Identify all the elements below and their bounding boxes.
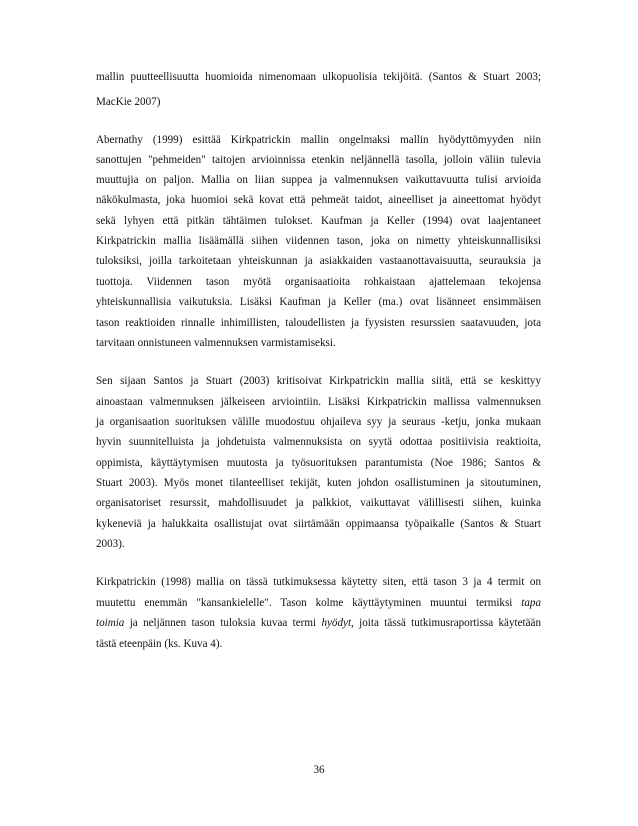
- paragraph-3-line-5: oppimista, käyttäytymisen muutosta ja työsuorituksen parantumista (Noe 1986; Santos &: [96, 457, 541, 469]
- paragraph-3-line-7: organisatoriset resurssit, mahdollisuudet ja palkkiot, vaikuttavat välillisesti siihen, kuinka: [96, 497, 541, 509]
- paragraph-3-line-8: kykeneviä ja halukkaita osallistujat ovat siirtämään oppimaansa työpaikalle (Santos & Stuart: [96, 518, 541, 530]
- paragraph-3-line-1: Sen sijaan Santos ja Stuart (2003) kritisoivat Kirkpatrickin mallia siitä, että se keskittyy: [96, 375, 541, 387]
- paragraph-4-line-4: tästä eteenpäin (ks. Kuva 4).: [96, 638, 223, 650]
- paragraph-2-line-10: tason reaktioiden rinnalle inhimillisten, taloudellisten ja fyysisten resurssien saatavuuden, jota: [96, 317, 541, 329]
- paragraph-2-line-11: tarvitaan onnistuneen valmennuksen varmistamiseksi.: [96, 337, 336, 349]
- paragraph-2-line-2: sanottujen "pehmeiden" taitojen arvioinnissa etenkin neljännellä tasolla, jolloin väliin tulevia: [96, 154, 541, 166]
- paragraph-2-line-7: tuloksiksi, joilla tarkoitetaan yhteiskunnan ja asiakkaiden vastaanottavaisuutta, seurauksia ja: [96, 255, 541, 267]
- paragraph-3-line-4: hyvin suunnitelluista ja johdetuista valmennuksista on syytä odottaa positiivisia reaktioita,: [96, 436, 541, 448]
- paragraph-1-line-1: mallin puutteellisuutta huomioida nimenomaan ulkopuolisia tekijöitä. (Santos & Stuart 2003;: [96, 71, 541, 83]
- paragraph-2-line-3: muuttujia on paljon. Mallia on liian suppea ja valmennuksen vaikuttavuutta tulisi arvioida: [96, 174, 541, 186]
- paragraph-2-line-1: Abernathy (1999) esittää Kirkpatrickin mallin ongelmaksi mallin hyödyttömyyden niin: [96, 134, 541, 146]
- paragraph-2-line-4: näkökulmasta, joka huomioi sekä kovat että pehmeät taidot, aineelliset ja aineettomat hyödyt: [96, 194, 541, 206]
- italic-term-hyodyt: hyödyt: [321, 617, 352, 629]
- paragraph-1-line-2: MacKie 2007): [96, 96, 161, 108]
- paragraph-4-line-1: Kirkpatrickin (1998) mallia on tässä tutkimuksessa käytetty siten, että tason 3 ja 4 termit on: [96, 576, 541, 588]
- paragraph-2-line-6: Kirkpatrickin mallia lisäämällä siihen viidennen tason, joka on nimetty yhteiskunnallisiksi: [96, 235, 541, 247]
- paragraph-4-line-2-text: muutettu enemmän "kansankielelle". Tason kolme käyttäytyminen muuntui termiksi: [96, 597, 522, 609]
- paragraph-2-line-9: yhteiskunnallisia vaikutuksia. Lisäksi Kaufman ja Keller (ma.) ovat lisänneet ensimmäisen: [96, 296, 541, 308]
- paragraph-2-line-5: sekä lyhyen että pitkän tähtäimen tulokset. Kaufman ja Keller (1994) ovat laajentaneet: [96, 215, 541, 227]
- italic-term-tapa: tapa: [521, 597, 541, 609]
- paragraph-3-line-2: ainoastaan valmennuksen jälkeiseen arviointiin. Lisäksi Kirkpatrickin mallissa valmennuksen: [96, 396, 541, 408]
- page-number: 36: [313, 764, 325, 776]
- paragraph-4-line-2: [96, 596, 541, 610]
- paragraph-3-line-6: Stuart 2003). Myös monet tilanteelliset tekijät, kuten johdon osallistuminen ja sitoutuminen,: [96, 477, 541, 489]
- paragraph-3-line-3: ja organisaation suorituksen välille muodostuu ohjaileva syy ja seuraus -ketju, jonka mukaan: [96, 416, 541, 428]
- paragraph-4-line-3-text-a: ja neljännen tason tuloksia kuvaa termi: [124, 617, 322, 629]
- italic-term-toimia: toimia: [96, 617, 125, 629]
- paragraph-4-line-3: [96, 616, 541, 630]
- paragraph-2-line-8: tuottoja. Viidennen tason myötä organisaatioita rohkaistaan ajattelemaan tekojensa: [96, 276, 541, 288]
- paragraph-4-line-3-text-b: , joita tässä tutkimusraportissa käytetään: [351, 617, 541, 629]
- paragraph-3-line-9: 2003).: [96, 538, 125, 550]
